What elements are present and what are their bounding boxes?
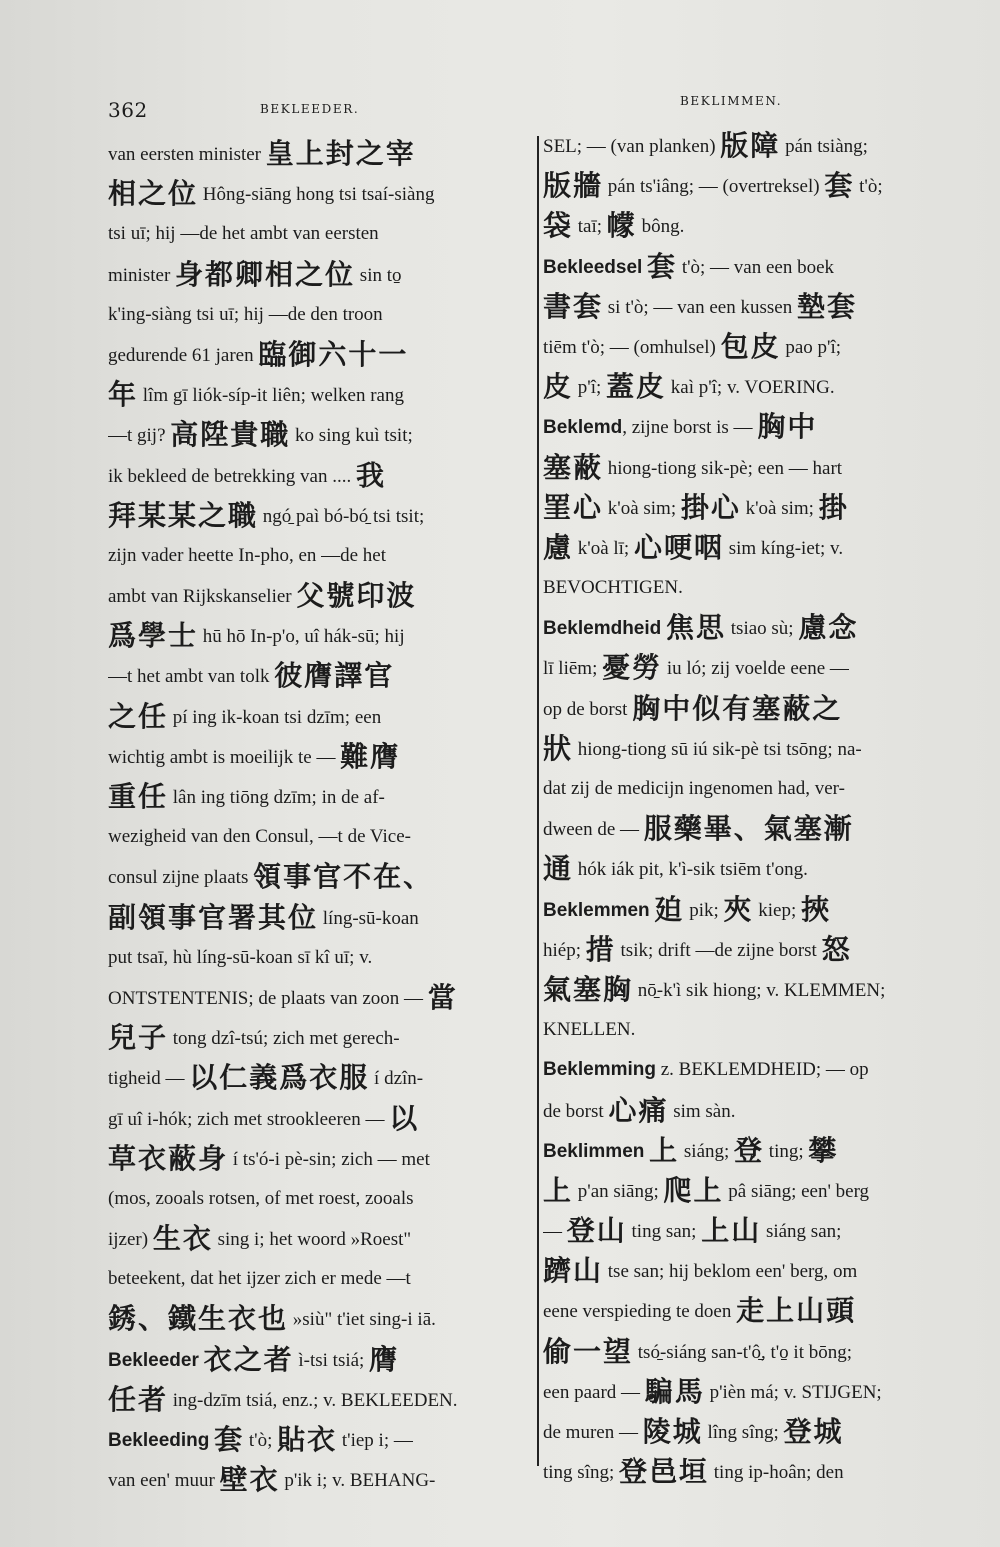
text-line: gedurende 61 jaren 臨御六十一 [108,337,409,371]
text-line: gī uî i-hók; zich met strookleeren — 以 [108,1101,420,1135]
text-line: Beklemdheid 焦思 tsiao sù; 慮念 [543,611,859,645]
column-divider [537,136,539,1466]
text-line: 塞蔽 hiong-tiong sik-pè; een — hart [543,450,843,484]
text-line: 上 p'an siāng; 爬上 pâ siāng; een' berg [543,1173,870,1207]
text-line: ting sîng; 登邑垣 ting ip-hoân; den [543,1455,844,1489]
text-line: 躋山 tse san; hij beklom een' berg, om [543,1254,858,1288]
entry-headword: Bekleeding [108,1430,210,1451]
text-line: van eersten minister 皇上封之宰 [108,137,416,170]
text-line: tigheid — 以仁義爲衣服 í dzîn- [108,1061,424,1095]
left-running-head: BEKLEEDER. [260,102,360,116]
text-line: 慮 k'oà lī; 心哽咽 sim kíng-iet; v. [543,530,844,564]
text-line: ik bekleed de betrekking van .... 我 [108,458,386,492]
entry-headword: Bekleeder [108,1349,199,1371]
text-line: tiēm t'ò; — (omhulsel) 包皮 pao p'î; [543,329,842,363]
text-line: 狀 hiong-tiong sū iú sik-pè tsi tsōng; na- [543,731,862,765]
text-line: Beklemd, zijne borst is — 胸中 [543,410,818,444]
right-column [543,126,968,1492]
text-line: 罣心 k'oà sim; 掛心 k'oà sim; 掛 [543,490,849,524]
text-line: put tsaī, hù líng-sū-koan sī kî uī; v. [108,946,373,968]
text-line: 重任 lân ing tiōng dzīm; in de af- [108,780,385,813]
text-line: Bekleedsel 套 t'ò; — van een boek [543,249,835,283]
text-line: 皮 p'î; 蓋皮 kaì p'î; v. VOERING. [543,370,835,404]
text-line: Bekleeder 衣之者 ì-tsi tsiá; 膺 [108,1342,400,1376]
text-line: eene verspieding te doen 走上山頭 [543,1294,857,1328]
text-line: wezigheid van den Consul, —t de Vice- [108,826,411,848]
text-line: wichtig ambt is moeilijk te — 難膺 [108,739,401,773]
text-line: KNELLEN. [543,1019,636,1041]
text-line: 草衣蔽身 í ts'ó-i pè-sin; zich — met [108,1141,430,1175]
left-column [108,134,533,1500]
text-line: ambt van Rijkskanselier 父號印波 [108,579,417,613]
text-line: 版牆 pán ts'iâng; — (overtreksel) 套 t'ò; [543,169,883,203]
entry-headword: Beklemdheid [543,618,662,640]
text-line: 相之位 Hông-siāng hong tsi tsaí-siàng [108,177,435,211]
text-line: k'ing-siàng tsi uī; hij —de den troon [108,303,383,325]
text-line: —t gij? 高陞貴職 ko sing kuì tsit; [108,418,413,452]
text-line: van een' muur 壁衣 p'ik i; v. BEHANG- [108,1463,436,1497]
text-line: 氣塞胸 nō̱-k'ì sik hiong; v. KLEMMEN; [543,972,886,1006]
text-line: ijzer) 生衣 sing i; het woord »Roest" [108,1222,412,1256]
text-line: —t het ambt van tolk 彼膺譯官 [108,659,395,693]
text-line: 之任 pí ing ik-koan tsi dzīm; een [108,699,382,733]
text-line: hiép; 措 tsik; drift —de zijne borst 怒 [543,932,852,966]
text-line: — 登山 ting san; 上山 siáng san; [543,1214,842,1248]
text-line: 通 hók iák pit, k'ì-sik tsiēm t'ong. [543,852,808,886]
text-line: 兒子 tong dzî-tsú; zich met gerech- [108,1021,400,1055]
text-line: 偷一望 tsó̱-siáng san-t'ô̱, t'o̱ it bōng; [543,1334,853,1368]
text-line: Beklemming z. BEKLEMDHEID; — op [543,1059,869,1081]
entry-headword: Bekleedsel [543,256,643,278]
text-line: op de borst 胸中似有塞蔽之 [543,691,843,725]
text-line: minister 身都卿相之位 sin to̱ [108,257,402,291]
text-line: Bekleeding 套 t'ò; 貼衣 t'iep i; — [108,1423,413,1456]
text-line: dat zij de medicijn ingenomen had, ver- [543,778,845,799]
text-line: de muren — 陵城 lîng sîng; 登城 [543,1415,844,1448]
text-line: (mos, zooals rotsen, of met roest, zooals [108,1187,414,1209]
text-line: Beklemmen 廹 pik; 夾 kiep; 挾 [543,892,832,926]
text-line: tsi uī; hij —de het ambt van eersten [108,223,379,245]
text-line: de borst 心痛 sim sàn. [543,1093,736,1127]
text-line: BEVOCHTIGEN. [543,577,683,599]
text-line: dween de — 服藥畢、氣塞漸 [543,812,854,846]
text-line: 銹、鐵生衣也 »siù" t'iet sing-i iā. [108,1302,436,1336]
text-line: 爲學士 hū hō In-p'o, uî hák-sū; hij [108,619,405,653]
page-number: 362 [108,98,148,122]
entry-headword: Beklemd [543,417,623,439]
text-line: zijn vader heette In-pho, en —de het [108,544,387,566]
text-line: 副領事官署其位 líng-sū-koan [108,900,419,934]
text-line: 袋 taī; 幪 bông. [543,209,685,243]
text-line: Beklimmen 上 siáng; 登 ting; 攀 [543,1133,839,1167]
text-line: 年 lîm gī liók-síp-it liên; welken rang [108,378,404,412]
text-line: SEL; — (van planken) 版障 pán tsiàng; [543,129,868,162]
entry-headword: Beklemmen [543,899,650,921]
text-line: consul zijne plaats 領事官不在、 [108,860,434,894]
text-line: een paard — 騙馬 p'ièn má; v. STIJGEN; [543,1374,882,1408]
entry-headword: Beklemming [543,1059,656,1081]
right-running-head: BEKLIMMEN. [680,94,783,108]
text-line: 書套 si t'ò; — van een kussen 墊套 [543,289,857,323]
text-line: lī liēm; 憂勞 iu ló; zij voelde eene — [543,651,849,685]
text-line: 任者 ing-dzīm tsiá, enz.; v. BEKLEEDEN. [108,1382,458,1416]
text-line: beteekent, dat het ijzer zich er mede —t [108,1268,411,1290]
text-line: 拜某某之職 ngó̱ paì bó-bó̱ tsi tsit; [108,498,425,532]
entry-headword: Beklimmen [543,1140,645,1162]
text-line: ONTSTENTENIS; de plaats van zoon — 當 [108,980,458,1014]
